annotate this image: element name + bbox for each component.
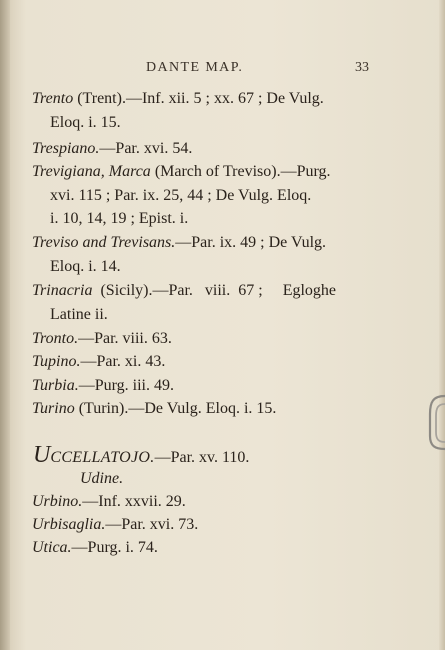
- paper-clip-icon: [427, 392, 445, 452]
- entry-reference: (Turin).—De Vulg. Eloq. i. 15.: [74, 400, 277, 417]
- entry-line: [32, 137, 192, 161]
- entry-line: [32, 490, 186, 514]
- entry-reference: (Sicily).—Par. viii. 67 ; Egloghe: [92, 282, 337, 299]
- entry-line: [32, 536, 158, 560]
- entry-reference: —Par. xi. 43.: [80, 353, 166, 370]
- section-heading-u: [33, 443, 249, 467]
- entry-term: Trespiano.: [32, 140, 100, 157]
- entry-continuation: xvi. 115 ; Par. ix. 25, 44 ; De Vulg. Eloq.: [50, 187, 312, 204]
- entry-term: Udine.: [80, 470, 124, 487]
- entry-term: Tronto.: [32, 330, 79, 347]
- entry-line: [32, 231, 326, 255]
- entry-term: Utica.: [32, 539, 72, 556]
- entry-reference: —Purg. iii. 49.: [78, 377, 174, 394]
- running-title: DANTE MAP.: [146, 60, 244, 75]
- entry-term: Turino: [32, 400, 75, 417]
- entry-reference: —Inf. xxvii. 29.: [82, 493, 186, 510]
- entry-term: Trinacria: [32, 282, 93, 299]
- page-gutter-shadow: [0, 0, 10, 650]
- entry-continuation: Eloq. i. 15.: [50, 114, 121, 131]
- entry-continuation: Eloq. i. 14.: [50, 258, 121, 275]
- entry-reference: —Par. xvi. 73.: [105, 516, 199, 533]
- entry-term: Urbino.: [32, 493, 83, 510]
- entry-reference: —Par. viii. 63.: [78, 330, 172, 347]
- page-number: 33: [355, 60, 369, 75]
- entry-reference: —Par. xvi. 54.: [99, 140, 193, 157]
- entry-line: [32, 160, 331, 184]
- entry-continuation: i. 10, 14, 19 ; Epist. i.: [50, 210, 189, 227]
- section-heading-term: CCELLATOJO.: [50, 449, 155, 466]
- entry-reference: (Trent).—Inf. xii. 5 ; xx. 67 ; De Vulg.: [73, 90, 324, 107]
- entry-reference: —Par. xv. 110.: [154, 449, 250, 466]
- entry-continuation: Latine ii.: [50, 306, 108, 323]
- entry-term: Treviso and Trevisans.: [32, 234, 176, 251]
- entry-line: [32, 374, 174, 398]
- entry-term: Urbisaglia.: [32, 516, 106, 533]
- entry-term: Tupino.: [32, 353, 81, 370]
- entry-reference: —Par. ix. 49 ; De Vulg.: [175, 234, 327, 251]
- entry-term: Trento: [32, 90, 74, 107]
- entry-line: [32, 397, 276, 421]
- entry-subterm: [80, 467, 123, 491]
- section-initial: U: [33, 442, 51, 468]
- entry-line: [32, 279, 336, 303]
- page-edge: [439, 0, 445, 650]
- entry-reference: (March of Treviso).—Purg.: [150, 163, 331, 180]
- entry-line: [32, 350, 165, 374]
- entry-line: [32, 513, 198, 537]
- entry-term: Trevigiana, Marca: [32, 163, 151, 180]
- entry-line: [32, 87, 324, 111]
- entry-reference: —Purg. i. 74.: [71, 539, 158, 556]
- page-header: [0, 60, 445, 80]
- entry-term: Turbia.: [32, 377, 79, 394]
- entry-line: [32, 327, 172, 351]
